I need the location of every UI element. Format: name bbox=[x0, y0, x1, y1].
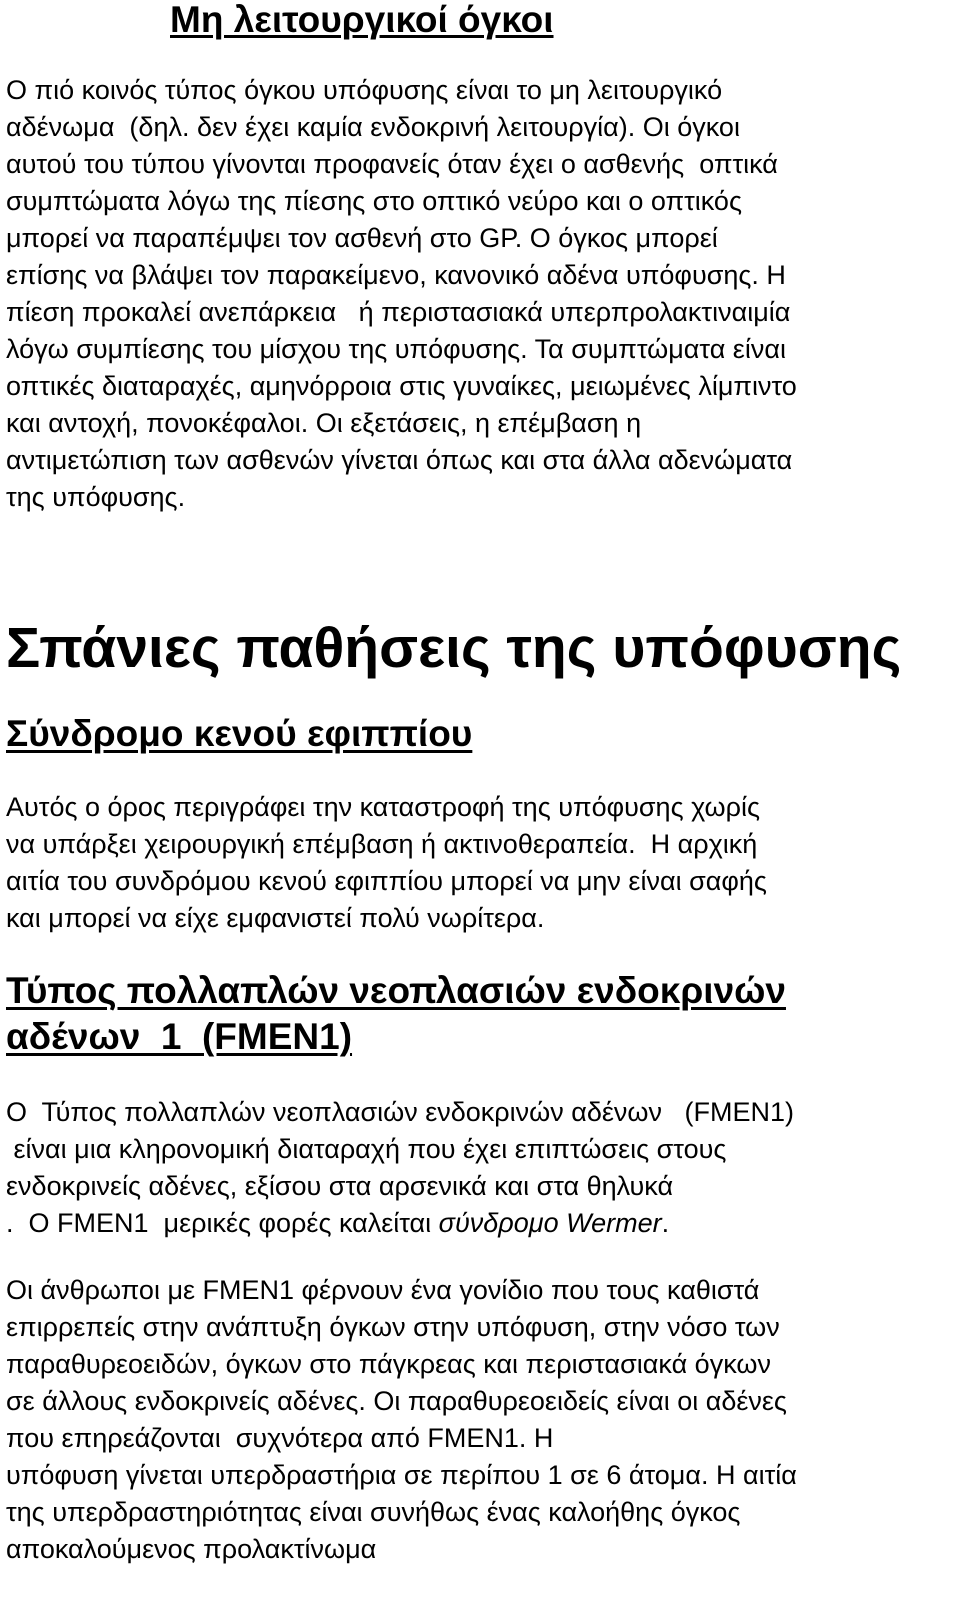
text-line bbox=[6, 1205, 794, 1242]
text-line: της υπόφυσης. bbox=[6, 482, 186, 512]
text-line: μπορεί να παραπέμψει τον ασθενή στο GP. Ο όγκος μπορεί bbox=[6, 223, 718, 253]
text-line: και αντοχή, πονοκέφαλοι. Οι εξετάσεις, η επέμβαση η bbox=[6, 408, 642, 438]
text-line: αδένωμα (δηλ. δεν έχει καμία ενδοκρινή λειτουργία). Οι όγκοι bbox=[6, 112, 740, 142]
text-line: αποκαλούμενος προλακτίνωμα bbox=[6, 1534, 377, 1564]
text-line: οπτικές διαταραχές, αμηνόρροια στις γυναίκες, μειωμένες λίμπιντο bbox=[6, 371, 797, 401]
text-line: Ο Τύπος πολλαπλών νεοπλασιών ενδοκρινών αδένων (FMEN1) bbox=[6, 1097, 794, 1127]
paragraph-empty-sella-syndrome bbox=[6, 789, 767, 937]
text-line: Οι άνθρωποι με FMEN1 φέρνουν ένα γονίδιο που τους καθιστά bbox=[6, 1275, 760, 1305]
heading-rare-pituitary-conditions: Σπάνιες παθήσεις της υπόφυσης bbox=[6, 616, 902, 680]
text-segment: . Ο FMEN1 μερικές φορές καλείται bbox=[6, 1208, 439, 1238]
heading-fmen1 bbox=[6, 968, 786, 1060]
text-line: της υπερδραστηριότητας είναι συνήθως ένας καλοήθης όγκος bbox=[6, 1497, 741, 1527]
text-line: παραθυρεοειδών, όγκων στο πάγκρεας και περιστασιακά όγκων bbox=[6, 1349, 771, 1379]
heading-line: Σύνδρομο κενού εφιππίου bbox=[6, 713, 473, 754]
text-line: ενδοκρινείς αδένες, εξίσου στα αρσενικά και στα θηλυκά bbox=[6, 1171, 674, 1201]
wermer-syndrome-term: σύνδρομο Wermer bbox=[438, 1208, 662, 1238]
heading-line: Τύπος πολλαπλών νεοπλασιών ενδοκρινών bbox=[6, 970, 786, 1011]
text-line: λόγω συμπίεσης του μίσχου της υπόφυσης. Τα συμπτώματα είναι bbox=[6, 334, 786, 364]
text-line: να υπάρξει χειρουργική επέμβαση ή ακτινοθεραπεία. Η αρχική bbox=[6, 829, 758, 859]
paragraph-nonfunctional-tumors bbox=[6, 72, 797, 516]
text-line: επιρρεπείς στην ανάπτυξη όγκων στην υπόφυση, στην νόσο των bbox=[6, 1312, 780, 1342]
text-line: σε άλλους ενδοκρινείς αδένες. Οι παραθυρεοειδείς είναι οι αδένες bbox=[6, 1386, 787, 1416]
text-segment: . bbox=[661, 1208, 670, 1238]
text-line: αιτία του συνδρόμου κενού εφιππίου μπορεί να μην είναι σαφής bbox=[6, 866, 767, 896]
text-line: επίσης να βλάψει τον παρακείμενο, κανονικό αδένα υπόφυσης. Η bbox=[6, 260, 786, 290]
text-line: Ο πιό κοινός τύπος όγκου υπόφυσης είναι το μη λειτουργικό bbox=[6, 75, 723, 105]
heading-nonfunctional-tumors: Μη λειτουργικοί όγκοι bbox=[170, 0, 554, 40]
text-line: Αυτός ο όρος περιγράφει την καταστροφή της υπόφυσης χωρίς bbox=[6, 792, 760, 822]
heading-empty-sella-syndrome bbox=[6, 711, 472, 757]
text-line: που επηρεάζονται συχνότερα από FMEN1. Η bbox=[6, 1423, 554, 1453]
text-line: και μπορεί να είχε εμφανιστεί πολύ νωρίτερα. bbox=[6, 903, 545, 933]
paragraph-fmen1-definition bbox=[6, 1094, 794, 1242]
text-line: αυτού του τύπου γίνονται προφανείς όταν έχει ο ασθενής οπτικά bbox=[6, 149, 778, 179]
heading-line: αδένων 1 (FMEN1) bbox=[6, 1016, 353, 1057]
paragraph-fmen1-genetics bbox=[6, 1272, 797, 1568]
text-line: αντιμετώπιση των ασθενών γίνεται όπως και στα άλλα αδενώματα bbox=[6, 445, 793, 475]
text-line: πίεση προκαλεί ανεπάρκεια ή περιστασιακά υπερπρολακτιναιμία bbox=[6, 297, 791, 327]
text-line: υπόφυση γίνεται υπερδραστήρια σε περίπου 1 σε 6 άτομα. Η αιτία bbox=[6, 1460, 797, 1490]
text-line: συμπτώματα λόγω της πίεσης στο οπτικό νεύρο και ο οπτικός bbox=[6, 186, 742, 216]
text-line: είναι μια κληρονομική διαταραχή που έχει επιπτώσεις στους bbox=[6, 1134, 727, 1164]
